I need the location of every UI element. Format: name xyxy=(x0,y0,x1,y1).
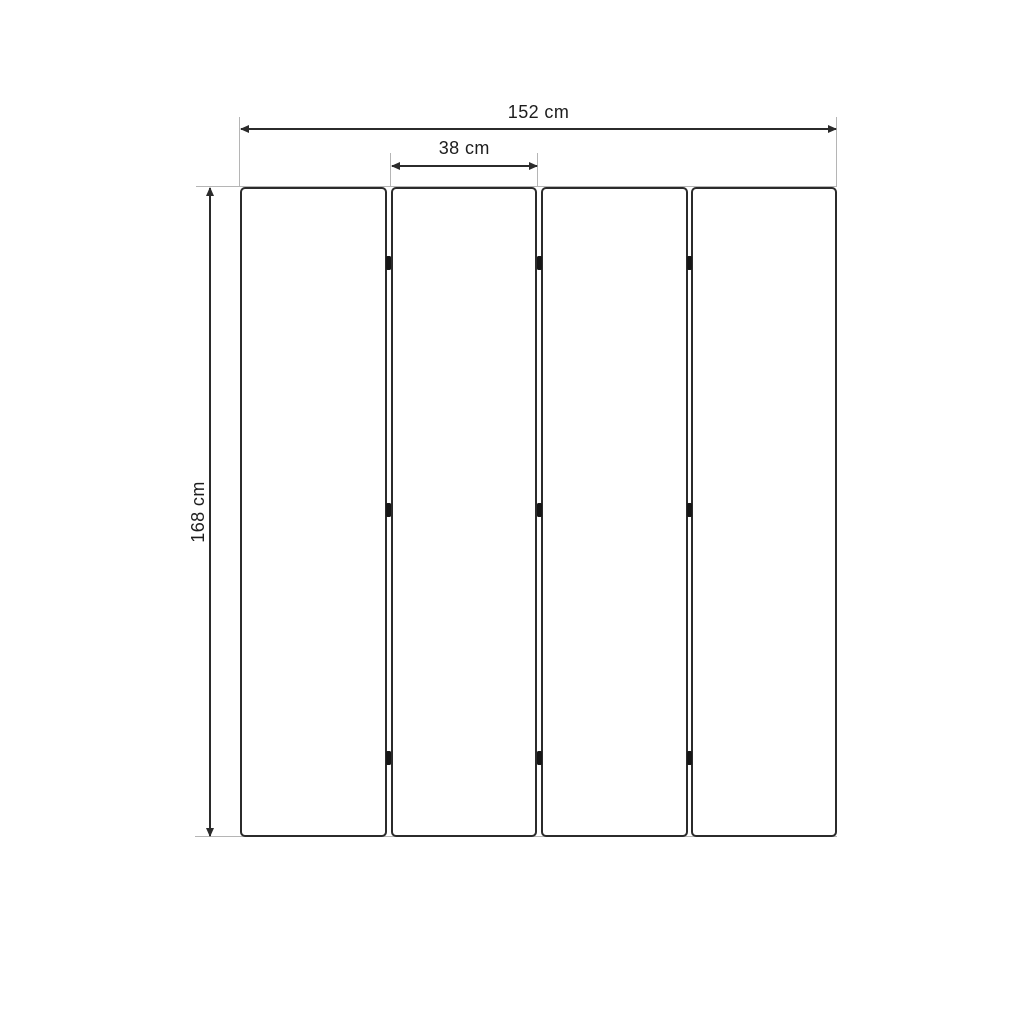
dimension-total-width-label: 152 cm xyxy=(507,102,570,122)
hinge-mark xyxy=(687,503,692,517)
hinge-mark xyxy=(386,256,391,270)
arrow-left-icon xyxy=(240,125,249,133)
hinge-mark xyxy=(386,751,391,765)
screen-panel-3 xyxy=(541,187,688,837)
dimension-height-label: 168 cm xyxy=(188,481,208,543)
arrow-down-icon xyxy=(206,828,214,837)
hinge-mark xyxy=(687,751,692,765)
hinge-mark xyxy=(537,751,542,765)
dimension-height-line xyxy=(209,188,211,836)
screen-panel-4 xyxy=(691,187,837,837)
hinge-mark xyxy=(537,503,542,517)
dimension-panel-width-label: 38 cm xyxy=(438,138,490,158)
dimension-panel-width-line xyxy=(392,165,537,167)
arrow-left-icon xyxy=(391,162,400,170)
screen-panel-1 xyxy=(240,187,387,837)
hinge-mark xyxy=(687,256,692,270)
arrow-right-icon xyxy=(529,162,538,170)
dimension-total-width-line xyxy=(241,128,836,130)
dimension-panel-width xyxy=(391,139,538,169)
arrow-right-icon xyxy=(828,125,837,133)
hinge-mark xyxy=(537,256,542,270)
arrow-up-icon xyxy=(206,187,214,196)
dimension-total-width xyxy=(240,103,837,139)
screen-panel-2 xyxy=(391,187,538,837)
hinge-mark xyxy=(386,503,391,517)
